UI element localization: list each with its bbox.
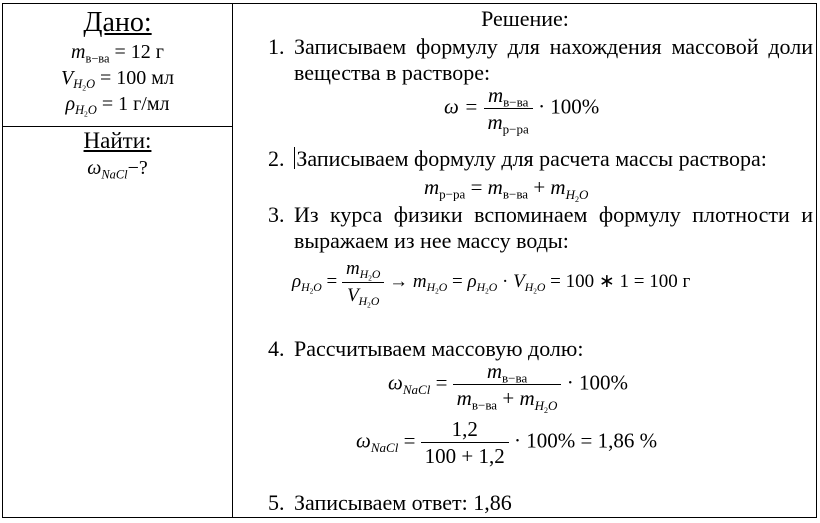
find-title: Найти:	[83, 128, 152, 153]
step-1: 1. Записываем формулу для нахождения массовой доли вещества в растворе:	[268, 34, 813, 85]
step-3: 3. Из курса физики вспоминаем формулу плотности и выражаем из нее массу воды:	[268, 202, 813, 253]
given-mass-solute: $m_{в-ва} = 12$ г	[71, 41, 164, 66]
formula-solution-mass: $m_{р-ра} = m_{в-ва} + m_{H_2O}$	[424, 175, 589, 204]
given-title: Дано:	[83, 7, 152, 38]
solution-title: Решение:	[481, 6, 569, 31]
find-target: $\omega_{NaCl}-$?	[87, 157, 148, 182]
step-4: 4. Рассчитываем массовую долю:	[268, 336, 584, 361]
formula-mass-fraction-numeric: $\omega_{NaCl}$ = $\frac{1,2}{100 + 1,2}$ · 100% = 1,86 %	[356, 417, 658, 468]
row-divider	[2, 126, 233, 127]
given-volume-water: $V_{H_2O} = 100$ мл	[61, 67, 174, 94]
given-density-water: $\rho_{H_2O} = 1$ г/мл	[65, 93, 170, 120]
step-2: 2. Записываем формулу для расчета массы раствора:	[268, 146, 767, 171]
step-5: 5. Записываем ответ: 1,86	[268, 490, 512, 515]
formula-mass-fraction-expanded: $\omega_{NaCl}$ = $\frac{m_{в-ва}}{m_{в-ва} + m_{H_2O}}$ · 100%	[388, 359, 628, 415]
formula-mass-fraction: ω = $\frac{m_{в-ва}}{m_{р-ра}}$ · 100%	[444, 83, 600, 137]
formula-density: $\rho_{H_2O}$ = $\frac{m_{H_2O}}{V_{H_2O}}$ → $m_{H_2O} = \rho_{H_2O} \cdot V_{H_2O} = 100$ ∗ 1 = 100 г	[292, 258, 691, 310]
